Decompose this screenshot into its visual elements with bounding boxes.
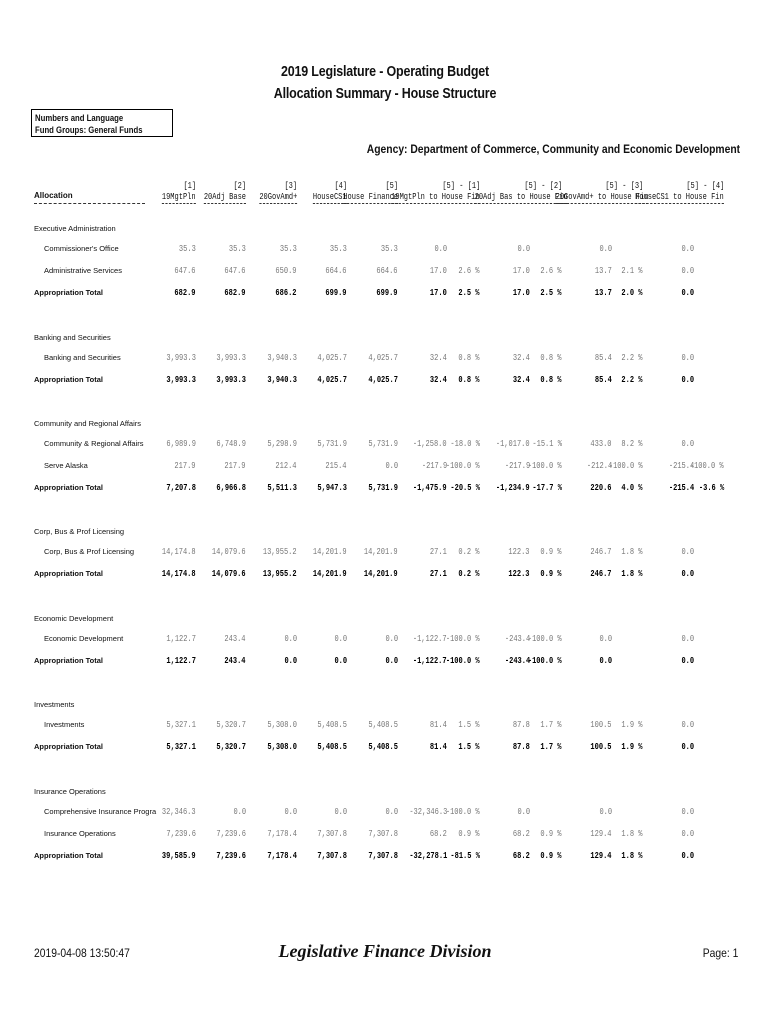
amount-cell: 35.3: [381, 243, 398, 254]
diff-amount-cell: 0.0: [681, 806, 694, 817]
diff-amount-cell: 0.0: [681, 438, 694, 449]
section-heading: Executive Administration: [34, 224, 116, 233]
footer-division: Legislative Finance Division: [278, 941, 492, 961]
line-item-label: Insurance Operations: [44, 829, 116, 838]
diff-amount-cell: -1,017.0: [496, 438, 530, 449]
amount-cell: 5,327.1: [166, 719, 196, 730]
amount-cell: 3,993.3: [166, 374, 196, 385]
amount-cell: 35.3: [229, 243, 246, 254]
diff-amount-cell: 0.0: [681, 352, 694, 363]
diff-percent-cell: 1.7 %: [540, 741, 562, 752]
diff-amount-cell: 17.0: [430, 287, 447, 298]
line-item-label: Commissioner's Office: [44, 244, 119, 253]
diff-amount-cell: 0.0: [681, 741, 694, 752]
column-label: HouseCS1: [313, 191, 347, 202]
diff-amount-cell: -243.4: [504, 633, 530, 644]
column-number: [4]: [334, 180, 347, 191]
line-item-label: Community & Regional Affairs: [44, 439, 144, 448]
amount-cell: 0.0: [233, 806, 246, 817]
fund-groups-label: Fund Groups: General Funds: [35, 125, 143, 135]
diff-amount-cell: 0.0: [517, 243, 530, 254]
column-label: 19MgtPln to House Fin: [391, 191, 480, 202]
diff-percent-cell: -100.0 %: [446, 633, 480, 644]
diff-amount-cell: -217.9: [421, 460, 447, 471]
amount-cell: 1,122.7: [166, 633, 196, 644]
amount-cell: 13,955.2: [263, 568, 297, 579]
diff-percent-cell: -100.0 %: [609, 460, 643, 471]
section-heading: Corp, Bus & Prof Licensing: [34, 527, 125, 536]
diff-amount-cell: 81.4: [430, 719, 447, 730]
section-heading: Banking and Securities: [34, 333, 111, 342]
diff-percent-cell: 0.2 %: [458, 546, 480, 557]
diff-percent-cell: -100.0 %: [446, 806, 480, 817]
diff-amount-cell: -1,475.9: [413, 482, 447, 493]
amount-cell: 1,122.7: [166, 655, 196, 666]
amount-cell: 212.4: [275, 460, 297, 471]
amount-cell: 35.3: [179, 243, 196, 254]
diff-amount-cell: 85.4: [595, 374, 612, 385]
diff-amount-cell: 32.4: [430, 374, 447, 385]
diff-percent-cell: 1.8 %: [621, 850, 643, 861]
amount-cell: 0.0: [284, 655, 297, 666]
amount-cell: 5,408.5: [368, 719, 398, 730]
diff-percent-cell: -100.0 %: [528, 633, 562, 644]
diff-amount-cell: 0.0: [599, 806, 612, 817]
report-subtitle: Allocation Summary - House Structure: [273, 86, 497, 102]
amount-cell: 35.3: [330, 243, 347, 254]
amount-cell: 5,731.9: [317, 438, 347, 449]
amount-cell: 0.0: [385, 460, 398, 471]
diff-percent-cell: 1.9 %: [621, 719, 643, 730]
diff-amount-cell: 0.0: [681, 287, 694, 298]
diff-percent-cell: -100.0 %: [690, 460, 724, 471]
diff-percent-cell: 1.7 %: [540, 719, 562, 730]
amount-cell: 6,989.9: [166, 438, 196, 449]
appropriation-total-label: Appropriation Total: [34, 483, 104, 492]
amount-cell: 4,025.7: [368, 374, 398, 385]
diff-amount-cell: 13.7: [595, 265, 612, 276]
diff-amount-cell: 32.4: [513, 352, 530, 363]
diff-percent-cell: 1.8 %: [621, 828, 643, 839]
amount-cell: 0.0: [334, 633, 347, 644]
amount-cell: 14,079.6: [212, 546, 246, 557]
diff-amount-cell: 0.0: [681, 546, 694, 557]
diff-amount-cell: -1,122.7: [413, 655, 447, 666]
numbers-language-label: Numbers and Language: [35, 113, 124, 123]
diff-percent-cell: -20.5 %: [450, 482, 480, 493]
line-item-label: Corp, Bus & Prof Licensing: [44, 547, 135, 556]
diff-percent-cell: 1.8 %: [621, 546, 643, 557]
amount-cell: 243.4: [224, 655, 246, 666]
diff-percent-cell: 0.9 %: [540, 568, 562, 579]
appropriation-total-label: Appropriation Total: [34, 742, 104, 751]
column-label: 20GovAmd+ to House Fin: [555, 191, 649, 202]
section-heading: Investments: [34, 700, 75, 709]
diff-amount-cell: 0.0: [517, 806, 530, 817]
diff-percent-cell: 2.5 %: [540, 287, 562, 298]
amount-cell: 3,940.3: [267, 374, 297, 385]
column-number: [5] - [1]: [442, 180, 480, 191]
diff-amount-cell: 0.0: [434, 243, 447, 254]
diff-percent-cell: 2.2 %: [621, 374, 643, 385]
amount-cell: 5,408.5: [368, 741, 398, 752]
diff-percent-cell: 0.9 %: [540, 828, 562, 839]
column-label: 19MgtPln: [162, 191, 196, 202]
amount-cell: 7,307.8: [317, 850, 347, 861]
column-label: 20Adj Base: [203, 191, 246, 202]
diff-amount-cell: 68.2: [430, 828, 447, 839]
diff-amount-cell: 100.5: [590, 741, 612, 752]
diff-percent-cell: 0.8 %: [540, 374, 562, 385]
diff-percent-cell: 0.9 %: [458, 828, 480, 839]
agency-title: Agency: Department of Commerce, Community and Economic Development: [366, 142, 740, 156]
amount-cell: 4,025.7: [368, 352, 398, 363]
diff-amount-cell: -243.4: [504, 655, 530, 666]
diff-amount-cell: 17.0: [430, 265, 447, 276]
amount-cell: 5,408.5: [317, 741, 347, 752]
appropriation-total-label: Appropriation Total: [34, 375, 104, 384]
amount-cell: 5,408.5: [317, 719, 347, 730]
diff-percent-cell: -3.6 %: [698, 482, 724, 493]
diff-percent-cell: -100.0 %: [446, 460, 480, 471]
diff-percent-cell: 1.8 %: [621, 568, 643, 579]
diff-amount-cell: 246.7: [590, 568, 612, 579]
diff-percent-cell: 2.1 %: [621, 265, 643, 276]
amount-cell: 14,201.9: [313, 546, 347, 557]
column-number: [5] - [4]: [686, 180, 724, 191]
diff-amount-cell: -32,278.1: [409, 850, 447, 861]
report-title: 2019 Legislature - Operating Budget: [280, 64, 490, 80]
amount-cell: 14,174.8: [162, 568, 196, 579]
diff-percent-cell: 0.2 %: [458, 568, 480, 579]
amount-cell: 7,207.8: [166, 482, 196, 493]
amount-cell: 686.2: [275, 287, 297, 298]
diff-amount-cell: 32.4: [513, 374, 530, 385]
amount-cell: 664.6: [325, 265, 347, 276]
amount-cell: 699.9: [325, 287, 347, 298]
diff-amount-cell: 0.0: [681, 719, 694, 730]
amount-cell: 6,966.8: [216, 482, 246, 493]
diff-percent-cell: -18.0 %: [450, 438, 480, 449]
amount-cell: 5,308.0: [267, 719, 297, 730]
amount-cell: 5,298.9: [267, 438, 297, 449]
column-number: [1]: [183, 180, 196, 191]
diff-amount-cell: 0.0: [681, 828, 694, 839]
diff-amount-cell: -215.4: [668, 482, 694, 493]
amount-cell: 14,174.8: [162, 546, 196, 557]
diff-amount-cell: 17.0: [513, 265, 530, 276]
amount-cell: 4,025.7: [317, 374, 347, 385]
line-item-label: Banking and Securities: [44, 353, 121, 362]
column-number: [3]: [284, 180, 297, 191]
diff-amount-cell: 122.3: [508, 546, 530, 557]
amount-cell: 5,511.3: [267, 482, 297, 493]
diff-percent-cell: 0.9 %: [540, 546, 562, 557]
column-label: House Finance: [343, 191, 398, 202]
diff-percent-cell: -81.5 %: [450, 850, 480, 861]
column-number: [5] - [2]: [524, 180, 562, 191]
diff-amount-cell: 87.8: [513, 719, 530, 730]
amount-cell: 650.9: [275, 265, 297, 276]
amount-cell: 7,239.6: [216, 850, 246, 861]
section-heading: Economic Development: [34, 614, 114, 623]
amount-cell: 682.9: [224, 287, 246, 298]
amount-cell: 0.0: [284, 633, 297, 644]
amount-cell: 3,993.3: [216, 352, 246, 363]
amount-cell: 0.0: [385, 655, 398, 666]
diff-amount-cell: 0.0: [599, 655, 612, 666]
diff-amount-cell: 220.6: [590, 482, 612, 493]
diff-percent-cell: 1.5 %: [458, 719, 480, 730]
diff-amount-cell: -215.4: [668, 460, 694, 471]
diff-amount-cell: -1,122.7: [413, 633, 447, 644]
diff-percent-cell: 2.5 %: [458, 287, 480, 298]
amount-cell: 5,327.1: [166, 741, 196, 752]
diff-amount-cell: 0.0: [681, 633, 694, 644]
diff-amount-cell: -32,346.3: [409, 806, 447, 817]
amount-cell: 35.3: [280, 243, 297, 254]
diff-percent-cell: 4.0 %: [621, 482, 643, 493]
amount-cell: 215.4: [325, 460, 347, 471]
column-label: 20Adj Bas to House Fin: [474, 191, 568, 202]
diff-amount-cell: 246.7: [590, 546, 612, 557]
amount-cell: 13,955.2: [263, 546, 297, 557]
amount-cell: 0.0: [334, 655, 347, 666]
amount-cell: 664.6: [376, 265, 398, 276]
column-number: [2]: [233, 180, 246, 191]
amount-cell: 3,993.3: [166, 352, 196, 363]
appropriation-total-label: Appropriation Total: [34, 288, 104, 297]
diff-percent-cell: 0.9 %: [540, 850, 562, 861]
diff-amount-cell: 0.0: [681, 850, 694, 861]
amount-cell: 647.6: [174, 265, 196, 276]
diff-percent-cell: 0.8 %: [540, 352, 562, 363]
amount-cell: 217.9: [174, 460, 196, 471]
column-label: HouseCS1 to House Fin: [635, 191, 724, 202]
diff-percent-cell: -15.1 %: [532, 438, 562, 449]
diff-amount-cell: 27.1: [430, 568, 447, 579]
amount-cell: 7,239.6: [166, 828, 196, 839]
diff-amount-cell: 87.8: [513, 741, 530, 752]
diff-percent-cell: -100.0 %: [528, 460, 562, 471]
column-number: [5]: [385, 180, 398, 191]
amount-cell: 0.0: [284, 806, 297, 817]
fund-info-box: [31, 109, 173, 137]
diff-amount-cell: 129.4: [590, 850, 612, 861]
diff-percent-cell: -100.0 %: [528, 655, 562, 666]
amount-cell: 5,731.9: [368, 438, 398, 449]
amount-cell: 647.6: [224, 265, 246, 276]
diff-percent-cell: 0.8 %: [458, 374, 480, 385]
diff-amount-cell: 0.0: [681, 568, 694, 579]
diff-percent-cell: -17.7 %: [532, 482, 562, 493]
diff-amount-cell: 68.2: [513, 828, 530, 839]
diff-amount-cell: 100.5: [590, 719, 612, 730]
amount-cell: 7,307.8: [368, 850, 398, 861]
section-heading: Community and Regional Affairs: [34, 419, 141, 428]
line-item-label: Comprehensive Insurance Progra: [44, 807, 157, 816]
amount-cell: 5,320.7: [216, 719, 246, 730]
allocation-header: Allocation: [34, 191, 73, 200]
diff-amount-cell: 85.4: [595, 352, 612, 363]
amount-cell: 3,993.3: [216, 374, 246, 385]
diff-amount-cell: 433.0: [590, 438, 612, 449]
diff-amount-cell: 13.7: [595, 287, 612, 298]
amount-cell: 14,201.9: [313, 568, 347, 579]
amount-cell: 0.0: [334, 806, 347, 817]
line-item-label: Investments: [44, 720, 85, 729]
amount-cell: 7,178.4: [267, 828, 297, 839]
appropriation-total-label: Appropriation Total: [34, 851, 104, 860]
amount-cell: 217.9: [224, 460, 246, 471]
diff-amount-cell: 129.4: [590, 828, 612, 839]
amount-cell: 5,947.3: [317, 482, 347, 493]
footer-timestamp: 2019-04-08 13:50:47: [34, 946, 130, 960]
diff-amount-cell: 0.0: [599, 243, 612, 254]
diff-amount-cell: 0.0: [681, 655, 694, 666]
amount-cell: 682.9: [174, 287, 196, 298]
line-item-label: Administrative Services: [44, 266, 122, 275]
diff-percent-cell: 1.5 %: [458, 741, 480, 752]
amount-cell: 32,346.3: [162, 806, 196, 817]
diff-percent-cell: 1.9 %: [621, 741, 643, 752]
amount-cell: 7,307.8: [368, 828, 398, 839]
diff-amount-cell: 0.0: [681, 374, 694, 385]
diff-percent-cell: -100.0 %: [446, 655, 480, 666]
diff-amount-cell: -217.9: [504, 460, 530, 471]
diff-amount-cell: 27.1: [430, 546, 447, 557]
amount-cell: 14,201.9: [364, 546, 398, 557]
diff-percent-cell: 2.6 %: [540, 265, 562, 276]
amount-cell: 14,201.9: [364, 568, 398, 579]
amount-cell: 699.9: [376, 287, 398, 298]
amount-cell: 14,079.6: [212, 568, 246, 579]
amount-cell: 243.4: [224, 633, 246, 644]
diff-amount-cell: -1,234.9: [496, 482, 530, 493]
amount-cell: 39,585.9: [162, 850, 196, 861]
column-header: [604, 180, 724, 204]
footer-page-number: Page: 1: [702, 946, 738, 960]
amount-cell: 5,320.7: [216, 741, 246, 752]
line-item-label: Serve Alaska: [44, 461, 88, 470]
section-heading: Insurance Operations: [34, 787, 106, 796]
diff-amount-cell: 32.4: [430, 352, 447, 363]
diff-amount-cell: 0.0: [599, 633, 612, 644]
amount-cell: 0.0: [385, 633, 398, 644]
column-label: 20GovAmd+: [259, 191, 297, 202]
diff-amount-cell: 68.2: [513, 850, 530, 861]
diff-amount-cell: -212.4: [586, 460, 612, 471]
diff-amount-cell: 81.4: [430, 741, 447, 752]
amount-cell: 7,307.8: [317, 828, 347, 839]
amount-cell: 3,940.3: [267, 352, 297, 363]
amount-cell: 7,178.4: [267, 850, 297, 861]
line-item-label: Economic Development: [44, 634, 124, 643]
diff-amount-cell: 122.3: [508, 568, 530, 579]
diff-percent-cell: 2.6 %: [458, 265, 480, 276]
amount-cell: 4,025.7: [317, 352, 347, 363]
diff-amount-cell: 17.0: [513, 287, 530, 298]
appropriation-total-label: Appropriation Total: [34, 656, 104, 665]
diff-amount-cell: -1,258.0: [413, 438, 447, 449]
diff-amount-cell: 0.0: [681, 243, 694, 254]
amount-cell: 0.0: [385, 806, 398, 817]
appropriation-total-label: Appropriation Total: [34, 569, 104, 578]
amount-cell: 7,239.6: [216, 828, 246, 839]
diff-percent-cell: 2.2 %: [621, 352, 643, 363]
diff-percent-cell: 2.0 %: [621, 287, 643, 298]
amount-cell: 6,748.9: [216, 438, 246, 449]
diff-percent-cell: 8.2 %: [621, 438, 643, 449]
column-number: [5] - [3]: [605, 180, 643, 191]
amount-cell: 5,731.9: [368, 482, 398, 493]
amount-cell: 5,308.0: [267, 741, 297, 752]
diff-percent-cell: 0.8 %: [458, 352, 480, 363]
diff-amount-cell: 0.0: [681, 265, 694, 276]
